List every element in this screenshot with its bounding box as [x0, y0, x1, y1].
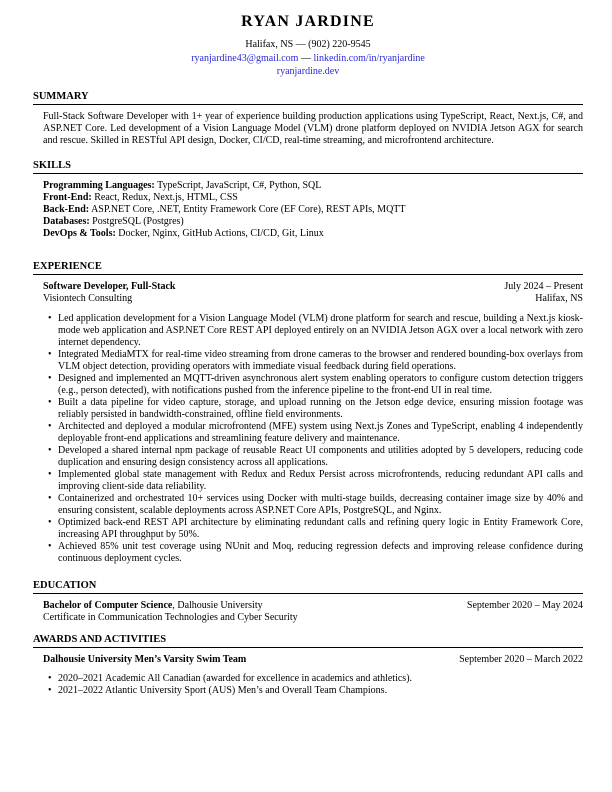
skill-label: Front-End: [43, 191, 92, 203]
awards-bullet-list [48, 673, 583, 697]
job-location: Halifax, NS [535, 292, 583, 304]
job-title: Software Developer, Full-Stack [43, 280, 176, 292]
contact-links-line [33, 52, 583, 66]
education-heading: EDUCATION [33, 579, 583, 594]
skill-value: PostgreSQL (Postgres) [92, 215, 184, 227]
summary-heading: SUMMARY [33, 90, 583, 105]
contact-separator: — [300, 52, 311, 64]
section-awards [33, 633, 583, 697]
email-link[interactable]: ryanjardine43@gmail.com [191, 52, 299, 64]
experience-bullet: • Developed a shared internal npm package of reusable React UI components and utilities adopted by 5 developers, reducing code duplication and ensuring design consistency across all applications. [48, 445, 583, 469]
education-degree-row [43, 600, 583, 612]
section-summary [33, 90, 583, 147]
experience-heading: EXPERIENCE [33, 260, 583, 275]
education-dates: September 2020 – May 2024 [466, 599, 583, 611]
skill-line-languages [43, 180, 583, 192]
summary-text: Full-Stack Software Developer with 1+ year of experience building production applications using TypeScript, React, Next.js, C#, and ASP.NET Core. Led development of a Vision Language Model (VLM) drone platform deployed on NVIDIA Jetson AGX for search and rescue. Skilled in RESTful API design, Docker, CI/CD, real-time streaming, and microfrontend architecture. [43, 110, 583, 146]
website-link[interactable]: ryanjardine.dev [276, 66, 340, 77]
location-phone-line: Halifax, NS — (902) 220-9545 [245, 39, 371, 50]
experience-bullet: • Designed and implemented an MQTT-driven asynchronous alert system enabling operators to configure custom detection triggers (e.g., person detected), with notifications pushed from the inference pipeline to the front-end UI in real time. [48, 373, 583, 397]
experience-bullet: • Containerized and orchestrated 10+ services using Docker with multi-stage builds, decreasing container image size by 40% and ensuring consistent, scalable deployments across ASP.NET Core APIs, PostgreSQL, and Nginx. [48, 493, 583, 517]
skill-label: Databases: [43, 215, 90, 227]
skill-label: Back-End: [43, 203, 90, 215]
degree-line [43, 600, 263, 612]
skill-line-backend [43, 204, 583, 216]
skill-line-frontend [43, 192, 583, 204]
candidate-name: RYAN JARDINE [241, 13, 375, 30]
section-experience [33, 260, 583, 565]
company-name: Visiontech Consulting [43, 292, 133, 304]
skill-line-databases [43, 216, 583, 228]
resume-header [33, 13, 583, 79]
skill-label: Programming Languages: [43, 179, 155, 191]
experience-bullet: • Optimized back-end REST API architecture by eliminating redundant calls and refining query logic in Entity Framework Core, increasing API throughput by 50%. [48, 517, 583, 541]
experience-bullet: • Built a data pipeline for video capture, storage, and upload running on the Jetson edge device, ensuring mission footage was reliably persisted in bandwidth-constrained, offline field environments. [48, 397, 583, 421]
awards-org: Dalhousie University Men’s Varsity Swim Team [43, 653, 247, 665]
experience-role-row [43, 281, 583, 293]
skill-label: DevOps & Tools: [43, 227, 116, 239]
experience-bullet-list [48, 313, 583, 565]
experience-bullet: • Achieved 85% unit test coverage using NUnit and Moq, reducing regression defects and improving release confidence during continuous deployment cycles. [48, 541, 583, 565]
awards-dates: September 2020 – March 2022 [459, 653, 583, 665]
experience-bullet: • Integrated MediaMTX for real-time video streaming from drone cameras to the browser and rendered bounding-box overlays from VLM object detection, providing operators with immediate visual feedback during field operations. [48, 349, 583, 373]
experience-bullet: • Led application development for a Vision Language Model (VLM) drone platform for search and rescue, building a Next.js kiosk-mode web application and ASP.NET Core REST API deployed entirely on an NVIDIA Jetson AGX over a local network with zero internet dependency. [48, 313, 583, 349]
awards-heading: AWARDS AND ACTIVITIES [33, 633, 583, 648]
experience-bullet: • Architected and deployed a modular microfrontend (MFE) system using Next.js Zones and TypeScript, enabling 4 independently deployable front-end applications and streamlining feature delivery and maintenance. [48, 421, 583, 445]
skill-value: React, Redux, Next.js, HTML, CSS [94, 191, 238, 203]
school-name: , Dalhousie University [172, 599, 263, 611]
awards-bullet: • 2020–2021 Academic All Canadian (awarded for excellence in academics and athletics). [48, 673, 583, 685]
skill-value: TypeScript, JavaScript, C#, Python, SQL [157, 179, 322, 191]
certificate-line: Certificate in Communication Technologies and Cyber Security [43, 611, 298, 623]
degree-name: Bachelor of Computer Science [43, 599, 173, 611]
linkedin-link[interactable]: linkedin.com/in/ryanjardine [313, 52, 425, 64]
experience-company-row [43, 293, 583, 305]
job-dates: July 2024 – Present [504, 280, 583, 292]
skill-value: Docker, Nginx, GitHub Actions, CI/CD, Git, Linux [118, 227, 324, 239]
skills-heading: SKILLS [33, 159, 583, 174]
awards-bullet: • 2021–2022 Atlantic University Sport (AUS) Men’s and Overall Team Champions. [48, 685, 583, 697]
skill-line-devops [43, 228, 583, 240]
skill-value: ASP.NET Core, .NET, Entity Framework Core (EF Core), REST APIs, MQTT [91, 203, 406, 215]
section-education [33, 579, 583, 624]
section-skills [33, 159, 583, 240]
awards-org-row [43, 654, 583, 666]
website-line [33, 65, 583, 79]
experience-bullet: • Implemented global state management with Redux and Redux Persist across microfrontends, reducing redundant API calls and improving client-side data reliability. [48, 469, 583, 493]
